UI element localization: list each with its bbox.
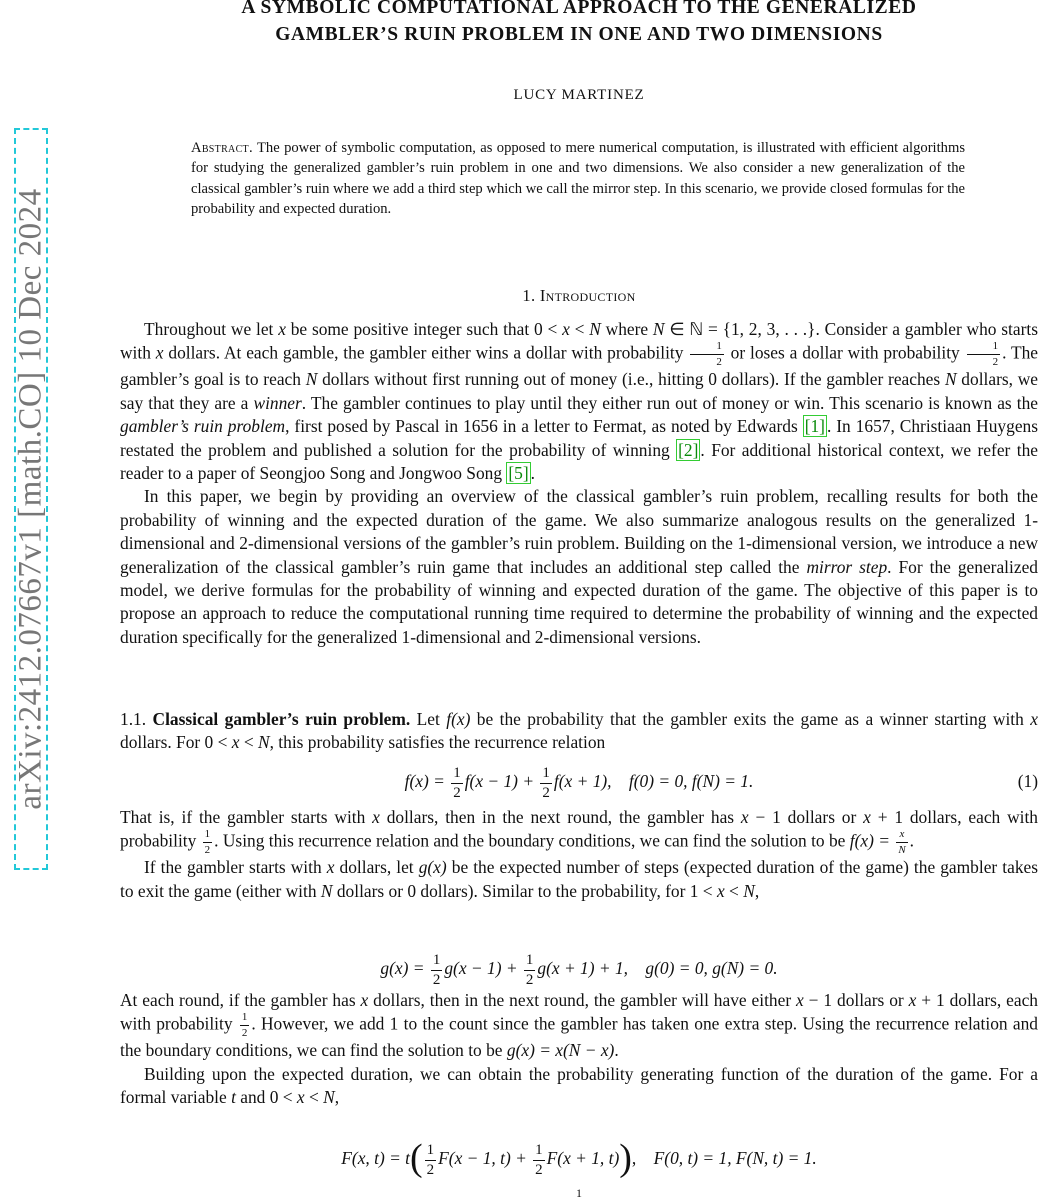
- paragraph: At each round, if the gambler has x dollars, then in the next round, the gambler will have either x − 1 dollars or x + 1 dollars, each with probability $\frac{1}{2}$ . However, we add 1 to the count since the gambler has taken one extra step. Using the recurrence relation and the boundary conditions, we can find the solution to be g(x) = x(N − x).: [120, 990, 1038, 1061]
- arxiv-id-text: arXiv:2412.07667v1 [math.CO] 10 Dec 2024: [12, 188, 49, 810]
- subsection-text: [120, 708, 1038, 755]
- citation-link-1[interactable]: [1]: [804, 416, 825, 437]
- paragraph: Throughout we let x be some positive integer such that 0 < x < N where N ∈ ℕ = {1, 2, 3, . . .}. Consider a gambler who starts with x dollars. At each gamble, the gambler either wins a dollar with probability $\frac{1}{2}$ or loses a dollar with probability $\frac{1}{2}$ . The gambler’s goal is to reach N dollars without first running out of money (i.e., hitting 0 dollars). If the gambler reaches N dollars, we say that they are a winner. The gambler continues to play until they either run out of money or win. This scenario is known as the gambler’s ruin problem, first posed by Pascal in 1656 in a letter to Fermat, as noted by Edwards [1] . In 1657, Christiaan Huygens restated the problem and published a solution for the probability of winning [2] . For additional historical context, we refer the reader to a paper of Seongjoo Song and Jongwoo Song [5] .: [120, 319, 1038, 484]
- paragraph: That is, if the gambler starts with x dollars, then in the next round, the gambler has x − 1 dollars or x + 1 dollars, each with probability $\frac{1}{2}$ . Using this recurrence relation and the boundary conditions, we can find the solution to be f(x) = $\frac{x}{N}$ .: [120, 807, 1038, 857]
- body-text-3: [120, 989, 1038, 1110]
- paragraph: If the gambler starts with x dollars, let g(x) be the expected number of steps (expected duration of the game) the gambler takes to exit the game (either with N dollars or 0 dollars). Similar to the probability, for 1 < x < N,: [120, 857, 1038, 901]
- paper-title-line-1: A SYMBOLIC COMPUTATIONAL APPROACH TO THE GENERALIZED: [241, 0, 917, 18]
- equation-3: F(x, t) = t( $\frac{1}{2}$ F(x − 1, t) + $\frac{1}{2}$ F(x + 1, t)), F(0, t) = 1, F(N, t) = 1.: [341, 1137, 817, 1179]
- section-title: Introduction: [539, 286, 636, 305]
- section-number: 1.: [522, 286, 536, 305]
- abstract-label: Abstract.: [191, 140, 253, 156]
- intro-text: [120, 318, 1038, 649]
- paragraph: In this paper, we begin by providing an overview of the classical gambler’s ruin problem, recalling results for both the probability of winning and the expected duration of the game. We also summarize analogous results on the generalized 1-dimensional and 2-dimensional versions of the gambler’s ruin problem. Building on the 1-dimensional version, we introduce a new generalization of the classical gambler’s ruin game that includes an additional step called the mirror step. For the generalized model, we derive formulas for the probability of winning and expected duration of the game. The objective of this paper is to propose an approach to reduce the computational running time required to determine the probability of winning and the expected duration specifically for the generalized 1-dimensional and 2-dimensional versions.: [120, 486, 1038, 647]
- author: LUCY MARTINEZ: [513, 87, 645, 103]
- abstract: [191, 138, 965, 219]
- equation-2: g(x) = $\frac{1}{2}$ g(x − 1) + $\frac{1}{2}$ g(x + 1) + 1, g(0) = 0, g(N) = 0.: [380, 951, 778, 988]
- page-number: 1: [576, 1186, 582, 1200]
- equation-1: f(x) = $\frac{1}{2}$ f(x − 1) + $\frac{1}{2}$ f(x + 1), f(0) = 0, f(N) = 1. (1): [120, 757, 1038, 805]
- paper-title-line-2: GAMBLER’S RUIN PROBLEM IN ONE AND TWO DIMENSIONS: [275, 24, 883, 45]
- paragraph: Building upon the expected duration, we can obtain the probability generating function of the duration of the game. For a formal variable t and 0 < x < N,: [120, 1063, 1038, 1108]
- section-heading: [120, 286, 1038, 306]
- subsection-title: Classical gambler’s ruin problem.: [152, 709, 411, 729]
- subsection-number: 1.1.: [120, 709, 147, 729]
- equation-number: (1): [1017, 771, 1038, 791]
- citation-link-2[interactable]: [2]: [678, 439, 699, 460]
- citation-link-5[interactable]: [5]: [508, 463, 529, 484]
- paragraph: 1.1. Classical gambler’s ruin problem. Let f(x) be the probability that the gambler exits the game as a winner starting with x dollars. For 0 < x < N, this probability satisfies the recurrence relation: [120, 709, 1038, 753]
- body-text-2: [120, 806, 1038, 903]
- arxiv-stamp: [14, 128, 48, 870]
- abstract-text: The power of symbolic computation, as opposed to mere numerical computation, is illustrated with efficient algorithms for studying the generalized gambler’s ruin problem in one and two dimensions. We also consider a new generalization of the classical gambler’s ruin where we add a third step which we call the mirror step. In this scenario, we provide closed formulas for the probability and expected duration.: [191, 140, 965, 217]
